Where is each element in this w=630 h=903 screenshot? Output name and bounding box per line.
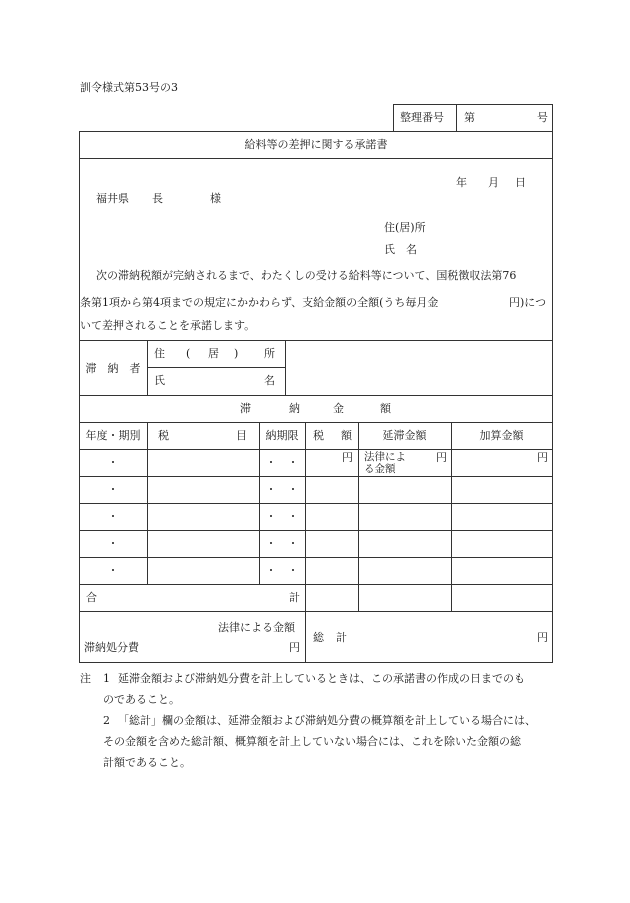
processing-fee-yen: 円 xyxy=(289,641,300,654)
amount-header-2: 納 xyxy=(289,402,300,415)
col-header-tax-b: 額 xyxy=(341,429,352,442)
applicant-address-label: 住(居)所 xyxy=(384,221,426,234)
note-2-num: 2 xyxy=(103,714,110,727)
addressee-sama: 様 xyxy=(210,192,221,205)
delinquent-name-1: 氏 xyxy=(154,374,165,387)
body-line-2: 条第1項から第4項までの規定にかかわらず、支給金額の全額(うち毎月金 xyxy=(80,296,439,309)
late-note-1: 法律によ xyxy=(364,451,406,463)
control-number-label: 整理番号 xyxy=(400,111,444,124)
add-yen: 円 xyxy=(537,451,548,464)
delinquent-address-5: 所 xyxy=(264,347,275,360)
note-1-num: 1 xyxy=(103,672,110,685)
control-number-go: 号 xyxy=(537,111,548,124)
body-line-1: 次の滞納税額が完納されるまで、わたくしの受ける給料等について、国税徴収法第76 xyxy=(96,269,517,282)
grand-total-b: 計 xyxy=(336,631,347,644)
col-header-deadline: 納期限 xyxy=(265,429,299,442)
applicant-name-label: 氏 名 xyxy=(384,243,417,256)
form-title: 給料等の差押に関する承諾書 xyxy=(244,138,388,151)
control-number-dai: 第 xyxy=(464,111,475,124)
body-line-2-end: 円)につ xyxy=(509,296,547,309)
col-header-period: 年度・期別 xyxy=(85,429,141,442)
total-left: 合 xyxy=(86,591,97,604)
delinquent-address-1: 住 xyxy=(154,347,165,360)
amount-header-3: 金 xyxy=(333,402,344,415)
addressee-pref: 福井県 xyxy=(96,192,129,205)
delinquent-label: 滞 納 者 xyxy=(85,362,141,375)
row-period-mark: ・ xyxy=(107,537,119,550)
row-period-mark: ・ xyxy=(107,483,119,496)
note-1-line-1: 延滞金額および滞納処分費を計上しているときは、この承諾書の作成の日までのも xyxy=(118,672,525,685)
notes-prefix: 注 xyxy=(80,672,91,685)
delinquent-address-4: ) xyxy=(234,347,239,360)
amount-header-4: 額 xyxy=(380,402,391,415)
col-header-tax-a: 税 xyxy=(313,429,324,442)
delinquent-address-2: ( xyxy=(186,347,191,360)
grand-total-a: 総 xyxy=(313,631,324,644)
grand-total-yen: 円 xyxy=(537,631,548,644)
late-note-2: る金額 xyxy=(364,463,396,475)
date-month: 月 xyxy=(488,176,499,189)
late-yen: 円 xyxy=(436,451,447,464)
row-period-mark: ・ xyxy=(107,456,119,469)
row-deadline-mark: ・ ・ xyxy=(265,456,299,469)
delinquent-address-3: 居 xyxy=(208,347,219,360)
row-deadline-mark: ・ ・ xyxy=(265,510,299,523)
col-header-late: 延滞金額 xyxy=(382,429,427,442)
note-1-line-2: のであること。 xyxy=(103,693,180,706)
col-header-add: 加算金額 xyxy=(479,429,524,442)
note-2-line-1: 「総計」欄の金額は、延滞金額および滞納処分費の概算額を計上している場合には、 xyxy=(118,714,536,727)
row-period-mark: ・ xyxy=(107,564,119,577)
note-2-line-3: 計額であること。 xyxy=(103,756,191,769)
row-period-mark: ・ xyxy=(107,510,119,523)
delinquent-name-2: 名 xyxy=(264,374,275,387)
body-line-3: いて差押されることを承諾します。 xyxy=(80,319,256,332)
processing-fee-label: 滞納処分費 xyxy=(84,641,139,654)
row-deadline-mark: ・ ・ xyxy=(265,537,299,550)
row-deadline-mark: ・ ・ xyxy=(265,564,299,577)
date-year: 年 xyxy=(456,176,467,189)
addressee-chief: 長 xyxy=(152,192,163,205)
amount-header-1: 滞 xyxy=(240,402,251,415)
date-day: 日 xyxy=(515,176,526,189)
note-2-line-2: その金額を含めた総計額、概算額を計上していない場合には、これを除いた金額の総 xyxy=(103,735,521,748)
col-header-item-a: 税 xyxy=(158,429,169,442)
col-header-item-b: 目 xyxy=(236,429,247,442)
tax-yen: 円 xyxy=(342,451,353,464)
row-deadline-mark: ・ ・ xyxy=(265,483,299,496)
form-id: 訓令様式第53号の3 xyxy=(80,81,178,94)
legal-amount-label: 法律による金額 xyxy=(218,621,295,634)
total-right: 計 xyxy=(289,591,300,604)
